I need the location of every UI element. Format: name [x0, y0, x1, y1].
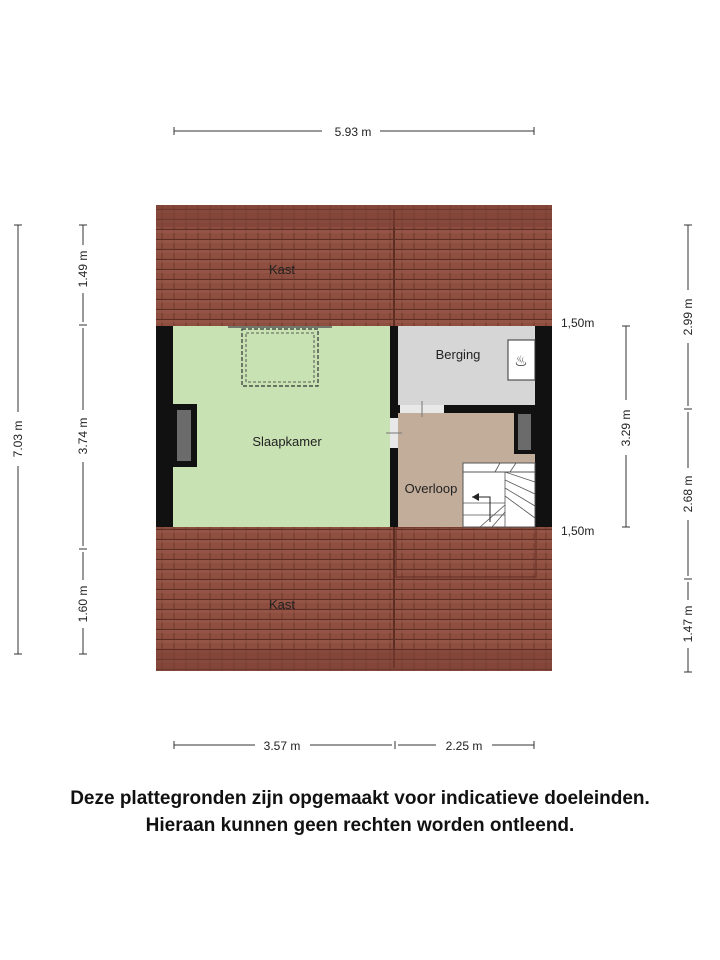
- label-berging: Berging: [435, 347, 481, 362]
- roof-bottom: [156, 527, 552, 671]
- dim-bottom-left-label: 3.57 m: [263, 739, 301, 753]
- dim-right-middle-label: 2.68 m: [681, 475, 695, 513]
- disclaimer: [0, 785, 720, 839]
- height-mark-upper: 1,50m: [561, 316, 595, 330]
- height-mark-lower: 1,50m: [561, 524, 595, 538]
- window-left-glass: [177, 410, 191, 461]
- dim-left-upper-label: 1.49 m: [76, 250, 90, 288]
- dim-right-outer: [684, 225, 692, 672]
- stairs: [463, 463, 535, 527]
- label-slaapkamer: Slaapkamer: [252, 434, 322, 449]
- roof-edge-top: [156, 205, 552, 227]
- dim-right-inner-label: 3.29 m: [619, 409, 633, 447]
- dim-left-middle-label: 3.74 m: [76, 417, 90, 455]
- boiler-icon: ♨: [514, 352, 528, 370]
- dim-left-lower-label: 1.60 m: [76, 585, 90, 623]
- room-slaapkamer: [173, 326, 390, 527]
- disclaimer-line-1: Deze plattegronden zijn opgemaakt voor indicatieve doeleinden.: [70, 788, 650, 809]
- dim-bottom-right-label: 2.25 m: [445, 739, 483, 753]
- roof-edge-bottom: [156, 650, 552, 671]
- disclaimer-line-2: Hieraan kunnen geen rechten worden ontleend.: [145, 815, 575, 836]
- label-overloop: Overloop: [404, 481, 458, 496]
- window-right-glass: [518, 414, 531, 450]
- dim-right-lower-label: 1.47 m: [681, 605, 695, 643]
- label-kast-top: Kast: [268, 262, 296, 277]
- dim-top-label: 5.93 m: [334, 125, 372, 139]
- dim-left-total-label: 7.03 m: [11, 420, 25, 458]
- dim-right-upper-label: 2.99 m: [681, 298, 695, 336]
- label-kast-bottom: Kast: [268, 597, 296, 612]
- wall-left: [156, 326, 173, 527]
- wall-right: [535, 326, 552, 527]
